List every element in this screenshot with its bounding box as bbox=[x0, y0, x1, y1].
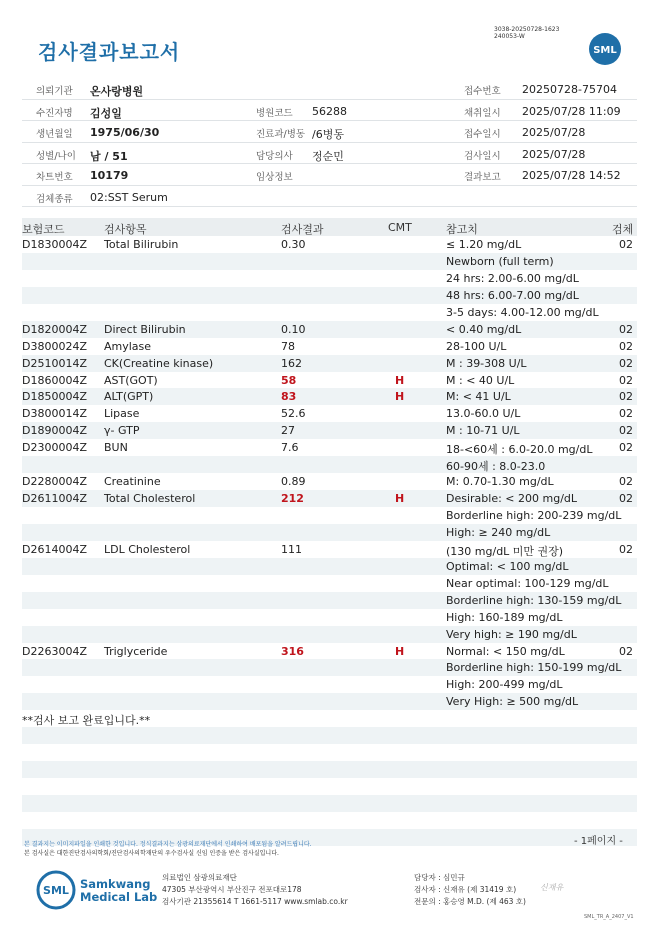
footer-addr-3: 검사기관 21355614 T 1661-5117 www.smlab.co.kr bbox=[162, 897, 348, 906]
row-result: 58 bbox=[281, 373, 297, 387]
doctor-label: 담당의사 bbox=[256, 150, 293, 162]
row-code: D2611004Z bbox=[22, 492, 87, 506]
row-item: Creatinine bbox=[104, 475, 161, 489]
table-row bbox=[22, 270, 637, 287]
row-cmt: H bbox=[395, 644, 405, 658]
row-ref: (130 mg/dL 미만 권장) bbox=[446, 544, 564, 558]
dob-label: 생년월일 bbox=[36, 129, 73, 140]
row-code: D1830004Z bbox=[22, 238, 87, 251]
table-row bbox=[22, 524, 637, 541]
info-row bbox=[22, 78, 637, 100]
accession-label: 접수번호 bbox=[464, 86, 501, 97]
row-ref: 18-<60세 : 6.0-20.0 mg/dL bbox=[446, 443, 593, 457]
results-table bbox=[22, 218, 637, 846]
table-row bbox=[22, 439, 637, 456]
row-spec: 02 bbox=[619, 390, 633, 404]
footer-notes bbox=[24, 840, 312, 858]
table-row bbox=[22, 355, 637, 372]
row-result: 0.10 bbox=[281, 322, 306, 336]
row-item: BUN bbox=[104, 441, 128, 455]
specimen-label: 검체종류 bbox=[36, 193, 73, 205]
header-spec: 검체 bbox=[612, 223, 634, 236]
row-spec: 02 bbox=[619, 644, 633, 658]
footer-brand bbox=[80, 878, 157, 904]
form-code: SML_TR_A_2407_V1 bbox=[584, 914, 634, 920]
row-ref: Near optimal: 100-129 mg/dL bbox=[446, 576, 609, 590]
row-ref: Normal: < 150 mg/dL bbox=[446, 644, 565, 658]
hospital-code-value: 56288 bbox=[312, 104, 347, 118]
table-row bbox=[22, 422, 637, 439]
row-cmt: H bbox=[395, 390, 405, 404]
footer-brand-line1: Samkwang bbox=[80, 877, 151, 891]
table-row bbox=[22, 456, 637, 473]
footer-staff-2: 검사자 : 신재유 (제 31419 호) bbox=[414, 885, 517, 894]
row-item: CK(Creatine kinase) bbox=[104, 356, 214, 370]
footer-addr-2: 47305 부산광역시 부산진구 전포대로178 bbox=[162, 885, 302, 894]
sml-logo-text: SML bbox=[593, 45, 617, 56]
row-ref: Borderline high: 150-199 mg/dL bbox=[446, 661, 622, 675]
table-row bbox=[22, 676, 637, 693]
table-row bbox=[22, 338, 637, 355]
sex-age-value: 남 / 51 bbox=[90, 149, 128, 163]
receive-label: 접수일시 bbox=[464, 129, 501, 140]
document-code bbox=[494, 26, 559, 40]
table-row bbox=[22, 643, 637, 660]
row-ref: Very High: ≥ 500 mg/dL bbox=[446, 695, 579, 709]
chart-value: 10179 bbox=[90, 169, 129, 182]
row-ref: Borderline high: 130-159 mg/dL bbox=[446, 593, 622, 607]
header-item: 검사항목 bbox=[104, 223, 147, 236]
row-result: 7.6 bbox=[281, 441, 299, 455]
table-row bbox=[22, 659, 637, 676]
row-spec: 02 bbox=[619, 424, 633, 438]
header-code: 보험코드 bbox=[22, 223, 65, 236]
row-ref: M: 0.70-1.30 mg/dL bbox=[446, 475, 554, 489]
row-code: D1850004Z bbox=[22, 390, 87, 404]
row-ref: M : 10-71 U/L bbox=[446, 424, 520, 438]
patient-value: 김성일 bbox=[90, 106, 122, 120]
patient-info bbox=[22, 78, 637, 207]
receive-value: 2025/07/28 bbox=[522, 126, 586, 139]
row-code: D1820004Z bbox=[22, 322, 87, 336]
test-date-label: 검사일시 bbox=[464, 150, 501, 162]
info-row bbox=[22, 121, 637, 143]
table-row bbox=[22, 727, 637, 744]
row-ref: 48 hrs: 6.00-7.00 mg/dL bbox=[446, 288, 579, 302]
table-row bbox=[22, 321, 637, 338]
row-item: Total Bilirubin bbox=[104, 238, 179, 251]
row-item: LDL Cholesterol bbox=[104, 542, 191, 556]
table-header bbox=[22, 218, 637, 236]
clinical-label: 임상정보 bbox=[256, 172, 293, 183]
row-spec: 02 bbox=[619, 492, 633, 506]
row-item: ALT(GPT) bbox=[104, 390, 154, 404]
row-result: 212 bbox=[281, 492, 304, 506]
table-row bbox=[22, 490, 637, 507]
row-cmt: H bbox=[395, 373, 405, 387]
row-code: **검사 보고 완료입니다.** bbox=[22, 714, 151, 728]
row-code: D2280004Z bbox=[22, 475, 87, 489]
row-item: Lipase bbox=[104, 407, 140, 421]
info-row bbox=[22, 100, 637, 122]
row-spec: 02 bbox=[619, 475, 633, 489]
row-ref: 3-5 days: 4.00-12.00 mg/dL bbox=[446, 305, 599, 319]
row-result: 316 bbox=[281, 644, 304, 658]
institution-value: 온사랑병원 bbox=[90, 85, 144, 98]
row-item: Direct Bilirubin bbox=[104, 322, 186, 336]
row-cmt: H bbox=[395, 492, 405, 506]
test-date-value: 2025/07/28 bbox=[522, 147, 586, 161]
row-ref: High: 160-189 mg/dL bbox=[446, 610, 563, 624]
table-row bbox=[22, 388, 637, 405]
row-ref: M : < 40 U/L bbox=[446, 373, 515, 387]
row-ref: Very high: ≥ 190 mg/dL bbox=[446, 627, 577, 641]
specimen-value: 02:SST Serum bbox=[90, 190, 168, 204]
row-ref: ≤ 1.20 mg/dL bbox=[446, 238, 522, 251]
row-spec: 02 bbox=[619, 322, 633, 336]
dob-value: 1975/06/30 bbox=[90, 126, 160, 139]
header-ref: 참고치 bbox=[446, 223, 478, 236]
row-result: 0.30 bbox=[281, 238, 306, 251]
row-spec: 02 bbox=[619, 542, 633, 556]
row-result: 111 bbox=[281, 542, 302, 556]
table-row bbox=[22, 778, 637, 795]
row-result: 78 bbox=[281, 339, 295, 353]
row-result: 162 bbox=[281, 356, 302, 370]
table-row bbox=[22, 541, 637, 558]
row-code: D3800024Z bbox=[22, 339, 87, 353]
table-row bbox=[22, 592, 637, 609]
table-row bbox=[22, 761, 637, 778]
footer-staff-3: 전문의 : 홍승영 M.D. (제 463 호) bbox=[414, 897, 526, 906]
table-row bbox=[22, 626, 637, 643]
row-ref: < 0.40 mg/dL bbox=[446, 322, 522, 336]
row-result: 52.6 bbox=[281, 407, 306, 421]
row-code: D1860004Z bbox=[22, 373, 87, 387]
info-row bbox=[22, 143, 637, 165]
table-row bbox=[22, 693, 637, 710]
row-ref: 24 hrs: 2.00-6.00 mg/dL bbox=[446, 271, 579, 285]
row-spec: 02 bbox=[619, 441, 633, 455]
row-ref: 28-100 U/L bbox=[446, 339, 507, 353]
row-item: Amylase bbox=[104, 339, 152, 353]
row-item: AST(GOT) bbox=[104, 373, 158, 387]
sml-footer-logo-text: SML bbox=[43, 884, 69, 897]
table-row bbox=[22, 744, 637, 761]
footer-addr-1: 의료법인 삼광의료재단 bbox=[162, 873, 237, 882]
collect-label: 채취일시 bbox=[464, 107, 501, 119]
row-result: 83 bbox=[281, 390, 297, 404]
row-spec: 02 bbox=[619, 407, 633, 421]
row-code: D2300004Z bbox=[22, 441, 87, 455]
table-row bbox=[22, 609, 637, 626]
row-item: Triglyceride bbox=[104, 644, 168, 658]
sex-age-label: 성별/나이 bbox=[36, 150, 76, 162]
collect-value: 2025/07/28 11:09 bbox=[522, 104, 621, 118]
page-number: - 1페이지 - bbox=[574, 836, 623, 847]
sml-logo-icon bbox=[588, 32, 622, 66]
row-ref: Borderline high: 200-239 mg/dL bbox=[446, 509, 622, 522]
row-ref: Desirable: < 200 mg/dL bbox=[446, 492, 578, 506]
table-row bbox=[22, 473, 637, 490]
dept-label: 진료과/병동 bbox=[256, 129, 306, 140]
table-row bbox=[22, 372, 637, 389]
footer-note-2: 본 검사실은 대한진단검사의학회/진단검사의학재단의 우수검사실 신임 인증을 받은 검사실입니다. bbox=[24, 850, 279, 857]
hospital-code-label: 병원코드 bbox=[256, 107, 293, 119]
table-row bbox=[22, 236, 637, 253]
row-ref: Optimal: < 100 mg/dL bbox=[446, 559, 569, 573]
institution-label: 의뢰기관 bbox=[36, 86, 73, 97]
footer-staff bbox=[414, 872, 526, 908]
table-row bbox=[22, 575, 637, 592]
row-code: D2510014Z bbox=[22, 356, 87, 370]
report-label: 결과보고 bbox=[464, 172, 501, 183]
row-spec: 02 bbox=[619, 373, 633, 387]
table-row bbox=[22, 812, 637, 829]
document-code-line2: 240053-W bbox=[494, 33, 525, 40]
footer-staff-1: 담당자 : 심민규 bbox=[414, 873, 465, 882]
row-result: 27 bbox=[281, 424, 295, 438]
row-code: D1890004Z bbox=[22, 424, 87, 438]
row-ref: 60-90세 : 8.0-23.0 bbox=[446, 460, 546, 474]
table-row bbox=[22, 287, 637, 304]
row-ref: M: < 41 U/L bbox=[446, 390, 511, 404]
row-ref: 13.0-60.0 U/L bbox=[446, 407, 521, 421]
table-row bbox=[22, 795, 637, 812]
row-spec: 02 bbox=[619, 356, 633, 370]
page-title: 검사결과보고서 bbox=[38, 40, 181, 64]
header-cmt: CMT bbox=[388, 221, 412, 234]
row-item: γ- GTP bbox=[104, 424, 140, 438]
report-value: 2025/07/28 14:52 bbox=[522, 169, 621, 182]
row-code: D2614004Z bbox=[22, 542, 87, 556]
table-row bbox=[22, 710, 637, 727]
patient-label: 수진자명 bbox=[36, 107, 73, 119]
footer-address bbox=[162, 872, 348, 908]
info-row bbox=[22, 164, 637, 186]
row-code: D2263004Z bbox=[22, 644, 87, 658]
doctor-value: 정순민 bbox=[312, 149, 344, 163]
row-result: 0.89 bbox=[281, 475, 306, 489]
row-ref: M : 39-308 U/L bbox=[446, 356, 527, 370]
table-row bbox=[22, 558, 637, 575]
sml-footer-logo-icon bbox=[36, 870, 76, 910]
header-result: 검사결과 bbox=[281, 223, 324, 236]
row-code: D3800014Z bbox=[22, 407, 87, 421]
table-row bbox=[22, 507, 637, 524]
table-row bbox=[22, 253, 637, 270]
row-spec: 02 bbox=[619, 339, 633, 353]
dept-value: /6병동 bbox=[312, 128, 344, 141]
row-ref: High: 200-499 mg/dL bbox=[446, 678, 563, 692]
footer-brand-line2: Medical Lab bbox=[80, 890, 158, 904]
table-body bbox=[22, 236, 637, 846]
accession-value: 20250728-75704 bbox=[522, 83, 617, 96]
info-row bbox=[22, 186, 637, 208]
table-row bbox=[22, 304, 637, 321]
row-item: Total Cholesterol bbox=[104, 492, 196, 506]
row-ref: Newborn (full term) bbox=[446, 254, 554, 268]
footer-note-1: 본 결과지는 이미지파일을 인쇄한 것입니다. 정식결과지는 삼광의료재단에서 인쇄하여 배포됨을 알려드립니다. bbox=[24, 841, 312, 848]
signature: 신재유 bbox=[540, 883, 564, 892]
row-ref: High: ≥ 240 mg/dL bbox=[446, 525, 551, 539]
document-code-line1: 3038-20250728-1623 bbox=[494, 26, 560, 33]
row-spec: 02 bbox=[619, 238, 633, 251]
table-row bbox=[22, 405, 637, 422]
chart-label: 차트번호 bbox=[36, 172, 73, 183]
